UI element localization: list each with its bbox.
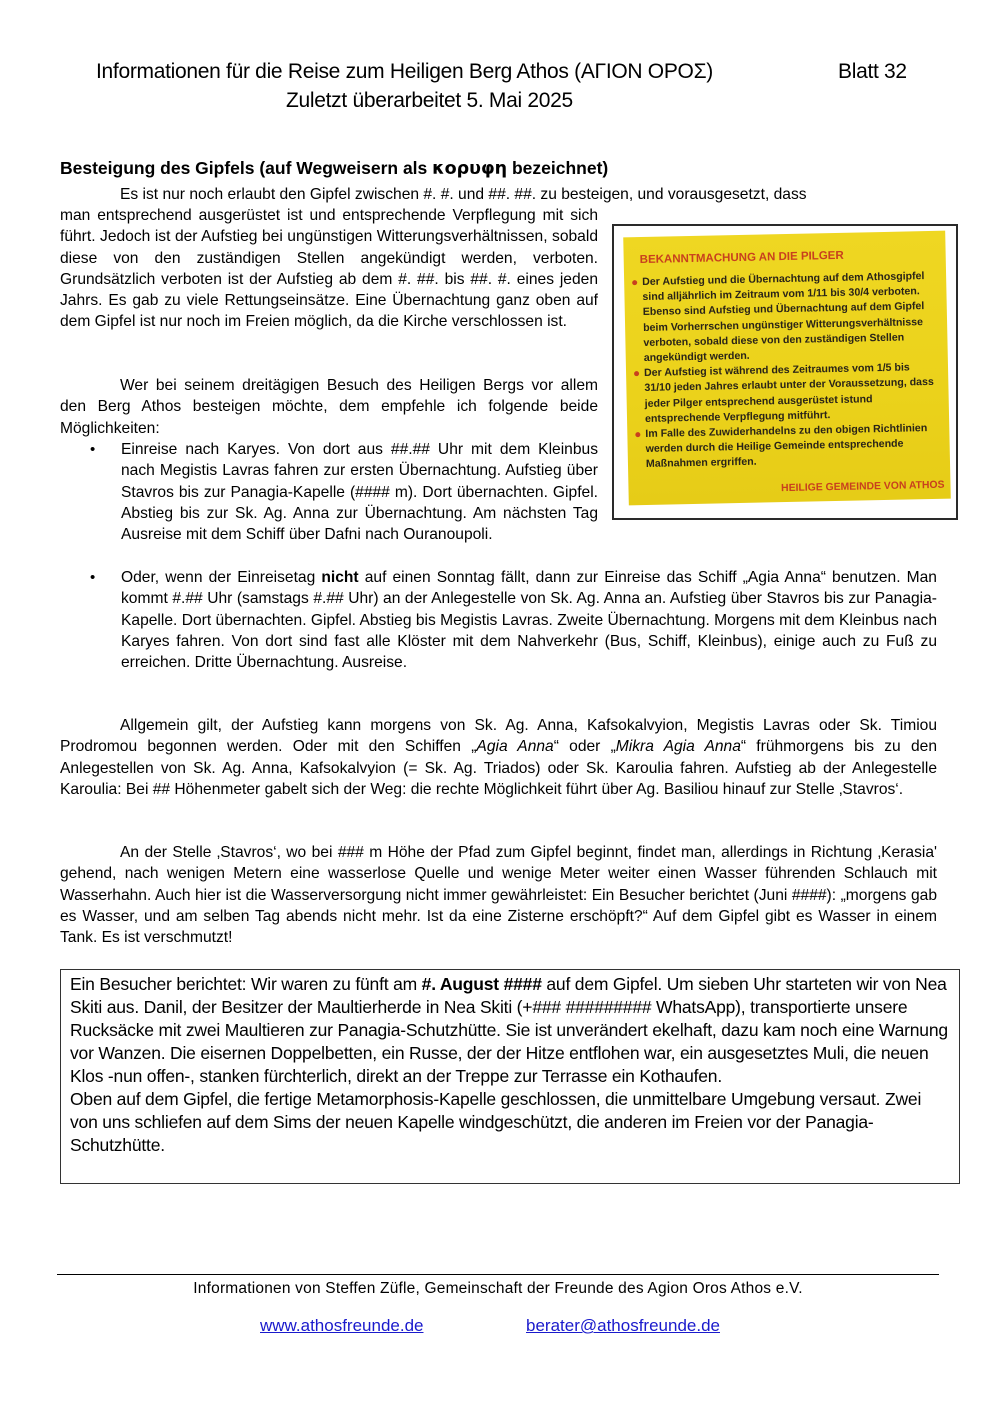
notice-item: Im Falle des Zuwiderhandelns zu den obigen Richtlinien werden durch die Heilige Gemeinde entsprechende Maßnahmen ergriffen.: [635, 421, 936, 473]
ship-name-mikra-agia-anna: Mikra Agia Anna: [615, 738, 741, 756]
website-link[interactable]: www.athosfreunde.de: [260, 1316, 424, 1335]
document-title: Informationen für die Reise zum Heiligen Berg Athos (ΑΓΙΟΝ ΟΡΟΣ): [96, 60, 713, 83]
notice-title: BEKANNTMACHUNG AN DIE PILGER: [639, 249, 844, 267]
footer-info: Informationen von Steffen Züfle, Gemeinschaft der Freunde des Agion Oros Athos e.V.: [193, 1280, 803, 1297]
visitor-report-box: Ein Besucher berichtet: Wir waren zu fünft am #. August #### auf dem Gipfel. Um sieben Uhr starteten wir von Nea Skiti aus. Danil, der Besitzer der Maultierherde in Nea Skiti (+### ######### WhatsApp), transportierte unsere Rucksäcke mit zwei Maultieren zur Panagia-Schutzhütte. Sie ist unverändert ekelhaft, dazu kam noch eine Warnung vor Wanzen. Die eisernen Doppelbetten, ein Russe, der der Hitze entflohen war, ein ausgesetztes Muli, die neuen Klos -nun offen-, stanken fürchterlich, direkt an der Treppe zur Terrasse ein Kothaufen. Oben auf dem Gipfel, die fertige Metamorphosis-Kapelle geschlossen, die unmittelbare Umgebung versaut. Zwei von uns schliefen auf dem Sims der neuen Kapelle windgeschützt, die anderen im Freien vor der Panagia-Schutzhütte.: [60, 969, 960, 1184]
bullet-dot-icon: [635, 432, 640, 437]
footer-divider: [57, 1274, 939, 1275]
paragraph-4: An der Stelle ‚Stavros‘, wo bei ### m Höhe der Pfad zum Gipfel beginnt, findet man, allerdings in Richtung ‚Kerasia' gehend, nach wenigen Metern eine wasserlose Quelle und wenige Meter weiter einen Wasser führenden Schlauch mit Wasserhahn. Auch hier ist die Wasserversorgung nicht immer gewährleistet: Ein Besucher berichtet (Juni ####): „morgens gab es Wasser, und am selben Tag abends nicht mehr. Ist da eine Zisterne erschöpft?“ Auf dem Gipfel gibt es Wasser in einem Tank. Es ist verschmutzt!: [60, 844, 937, 947]
section-title-suffix: bezeichnet): [507, 158, 609, 178]
paragraph-2: Wer bei seinem dreitägigen Besuch des Heiligen Bergs vor allem den Berg Athos besteigen möchte, dem empfehle ich folgende beide Möglichkeiten:: [60, 377, 598, 437]
list-item-text: Oder, wenn der Einreisetag nicht auf einen Sonntag fällt, dann zur Einreise das Schiff „Agia Anna“ benutzen. Man kommt #.## Uhr (samstags #.## Uhr) an der Anlegestelle von Sk. Ag. Anna an. Aufstieg über Stavros bis zur Panagia-Kapelle. Dort übernachten. Gipfel. Abstieg bis Megistis Lavras. Zweite Übernachtung. Morgens mit dem Kleinbus nach Karyes fahren. Von dort sind fast alle Klöster mit dem Nahverkehr (Bus, Schiff, Kleinbus), einige auch zu Fuß zu erreichen. Dritte Übernachtung. Ausreise.: [121, 569, 937, 672]
list-item: [60, 567, 937, 673]
bullet-dot-icon: [632, 280, 637, 285]
list-item-text: Einreise nach Karyes. Von dort aus ##.## Uhr mit dem Kleinbus nach Megistis Lavras fahren zur ersten Übernachtung. Aufstieg über Stavros bis zur Panagia-Kapelle (#### m). Dort übernachten. Gipfel. Abstieg bis zur Sk. Ag. Anna zur Übernachtung. Am nächsten Tag Ausreise mit dem Schiff über Dafni nach Ouranoupoli.: [121, 441, 598, 544]
document-header: [96, 60, 936, 84]
notice-sign-image: [623, 231, 951, 506]
emphasis-not: nicht: [321, 569, 359, 586]
paragraph-1-first-line: Es ist nur noch erlaubt den Gipfel zwischen #. #. und ##. ##. zu besteigen, und vorausgesetzt, dass: [120, 186, 807, 203]
notice-signature: HEILIGE GEMEINDE VON ATHOS: [781, 479, 945, 494]
bullet-dot-icon: [634, 371, 639, 376]
section-title: [60, 158, 608, 179]
email-link[interactable]: berater@athosfreunde.de: [526, 1316, 720, 1335]
bullet-icon: •: [90, 441, 96, 458]
paragraph-1-rest: man entsprechend ausgerüstet ist und entsprechende Verpflegung mit sich führt. Jedoch ist der Aufstieg bei ungünstigen Witterungsverhältnissen, sobald diese von den zuständigen Stellen angekündigt werden, verboten. Grundsätzlich verboten ist der Aufstieg ab dem #. ##. bis ##. #. eines jeden Jahrs. Es gab zu viele Rettungseinsätze. Eine Übernachtung ganz oben auf dem Gipfel ist nur noch im Freien möglich, da die Kirche verschlossen ist.: [60, 207, 598, 331]
notice-image-frame: [612, 224, 958, 520]
ship-name-agia-anna: Agia Anna: [476, 738, 554, 756]
notice-list: [632, 269, 936, 473]
section-title-prefix: Besteigung des Gipfels (auf Wegweisern als: [60, 158, 433, 178]
sheet-number: Blatt 32: [838, 60, 907, 83]
paragraph-3: Allgemein gilt, der Aufstieg kann morgens von Sk. Ag. Anna, Kafsokalvyion, Megistis Lavras oder Sk. Timiou Prodromou begonnen werden. Oder mit den Schiffen „Agia Anna“ oder „Mikra Agia Anna“ frühmorgens bis zu den Anlegestellen von Sk. Ag. Anna, Kafsokalvyion (= Sk. Ag. Triados) oder Sk. Karoulia fahren. Aufstieg ab der Anlegestelle Karoulia: Bei ## Höhenmeter gabelt sich der Weg: die rechte Möglichkeit führt über Ag. Basiliou hinauf zur Stelle ‚Stavros‘.: [60, 717, 937, 798]
bullet-icon: •: [90, 569, 96, 586]
last-updated: Zuletzt überarbeitet 5. Mai 2025: [286, 89, 573, 112]
section-title-greek: κορυφη: [432, 159, 508, 179]
list-item: [60, 439, 598, 545]
report-date: #. August ####: [421, 974, 542, 994]
notice-item: Der Aufstieg ist während des Zeitraumes vom 1/5 bis 31/10 jeden Jahres erlaubt unter der Voraussetzung, dass jeder Pilger entsprechend ausgerüstet istund entsprechende Verpflegung mitführt.: [634, 360, 935, 427]
notice-item: Der Aufstieg und die Übernachtung auf dem Athosgipfel sind alljährlich im Zeitraum vom 1/11 bis 30/4 verboten. Ebenso sind Aufstieg und Übernachtung auf dem Gipfel beim Vorherrschen ungünstiger Witterungsverhältnisse verboten, sobald diese von den zuständigen Stellen angekündigt werden.: [632, 269, 934, 366]
